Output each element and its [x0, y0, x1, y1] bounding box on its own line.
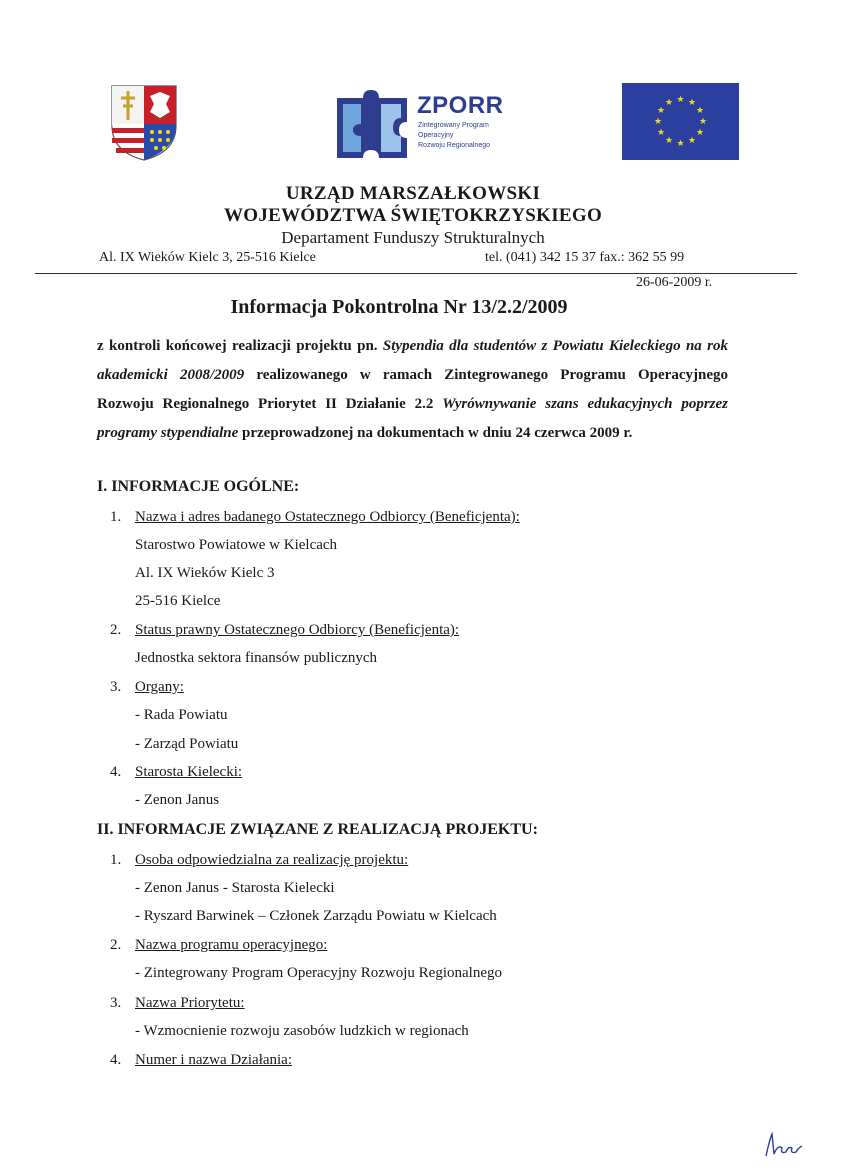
svg-text:★: ★	[687, 136, 697, 146]
item-label-legal-status: Status prawny Ostatecznego Odbiorcy (Beneficjenta):	[135, 622, 460, 638]
svg-text:★: ★	[687, 98, 697, 108]
list-number: 3.	[110, 679, 122, 695]
svg-text:★: ★	[664, 98, 674, 108]
intro-text-1: z kontroli końcowej realizacji projektu pn.	[97, 338, 383, 354]
item-label-responsible-person: Osoba odpowiedzialna za realizację projektu:	[135, 852, 409, 868]
svg-text:★: ★	[656, 106, 666, 116]
item-value: - Rada Powiatu	[135, 707, 228, 723]
item-value: - Ryszard Barwinek – Członek Zarządu Powiatu w Kielcach	[135, 908, 497, 924]
zporr-title: ZPORR	[417, 92, 504, 119]
list-number: 2.	[110, 622, 122, 638]
document-title: Informacja Pokontrolna Nr 13/2.2/2009	[230, 296, 568, 318]
section-1-heading: I. INFORMACJE OGÓLNE:	[97, 478, 300, 495]
item-label-measure-name: Numer i nazwa Działania:	[135, 1052, 293, 1068]
header-divider	[35, 273, 797, 274]
coat-of-arms-logo	[108, 82, 180, 162]
eu-flag-logo	[622, 83, 739, 160]
item-value: - Zenon Janus	[135, 792, 220, 808]
item-value: - Zarząd Powiatu	[135, 736, 239, 752]
zporr-subtitle-1: Zintegrowany Program	[418, 122, 489, 129]
intro-project-name: Stypendia dla studentów z Powiatu Kieleckiego na rok akademicki 2008/2009	[97, 338, 728, 383]
item-value: 25-516 Kielce	[135, 593, 221, 609]
handwritten-initials	[760, 1130, 806, 1160]
section-2-heading: II. INFORMACJE ZWIĄZANE Z REALIZACJĄ PROJEKTU:	[97, 821, 538, 838]
office-address: Al. IX Wieków Kielc 3, 25-516 Kielce	[99, 250, 316, 265]
intro-measure-name: Wyrównywanie szans edukacyjnych poprzez programy stypendialne	[97, 396, 728, 441]
svg-text:★: ★	[664, 136, 674, 146]
document-date: 26-06-2009 r.	[636, 275, 713, 290]
item-value: - Wzmocnienie rozwoju zasobów ludzkich w regionach	[135, 1023, 469, 1039]
zporr-logo	[333, 88, 513, 160]
office-name-line1: URZĄD MARSZAŁKOWSKI	[285, 183, 541, 204]
zporr-subtitle-3: Rozwoju Regionalnego	[418, 142, 490, 149]
item-label-bodies: Organy:	[135, 679, 184, 695]
svg-text:★: ★	[695, 128, 705, 138]
list-number: 3.	[110, 995, 122, 1011]
item-label-program-name: Nazwa programu operacyjnego:	[135, 937, 328, 953]
puzzle-icon	[333, 88, 413, 160]
item-value: Starostwo Powiatowe w Kielcach	[135, 537, 338, 553]
list-number: 4.	[110, 1052, 122, 1068]
item-label-priority-name: Nazwa Priorytetu:	[135, 995, 245, 1011]
department-name: Departament Funduszy Strukturalnych	[281, 228, 545, 247]
svg-text:★: ★	[676, 139, 685, 149]
intro-paragraph	[97, 332, 728, 448]
list-number: 2.	[110, 937, 122, 953]
svg-text:★: ★	[695, 106, 705, 116]
intro-text-3: przeprowadzonej na dokumentach w dniu 24 czerwca 2009 r.	[238, 425, 633, 441]
item-value: Jednostka sektora finansów publicznych	[135, 650, 378, 666]
list-number: 1.	[110, 509, 122, 525]
item-value: Al. IX Wieków Kielc 3	[135, 565, 275, 581]
list-number: 1.	[110, 852, 122, 868]
item-value: - Zenon Janus - Starosta Kielecki	[135, 880, 335, 896]
zporr-subtitle-2: Operacyjny	[418, 132, 454, 139]
office-name-line2: WOJEWÓDZTWA ŚWIĘTOKRZYSKIEGO	[223, 205, 603, 226]
svg-text:★: ★	[676, 95, 685, 105]
item-label-beneficiary-name: Nazwa i adres badanego Ostatecznego Odbiorcy (Beneficjenta):	[135, 509, 520, 525]
item-label-starost: Starosta Kielecki:	[135, 764, 243, 780]
intro-text-2: realizowanego w ramach Zintegrowanego Programu Operacyjnego Rozwoju Regionalnego Priorytet II Działanie 2.2	[97, 367, 728, 412]
list-number: 4.	[110, 764, 122, 780]
svg-text:★: ★	[653, 117, 663, 127]
svg-text:★: ★	[656, 128, 666, 138]
office-phone: tel. (041) 342 15 37 fax.: 362 55 99	[485, 250, 685, 265]
item-value: - Zintegrowany Program Operacyjny Rozwoju Regionalnego	[135, 965, 502, 981]
svg-text:★: ★	[698, 117, 708, 127]
